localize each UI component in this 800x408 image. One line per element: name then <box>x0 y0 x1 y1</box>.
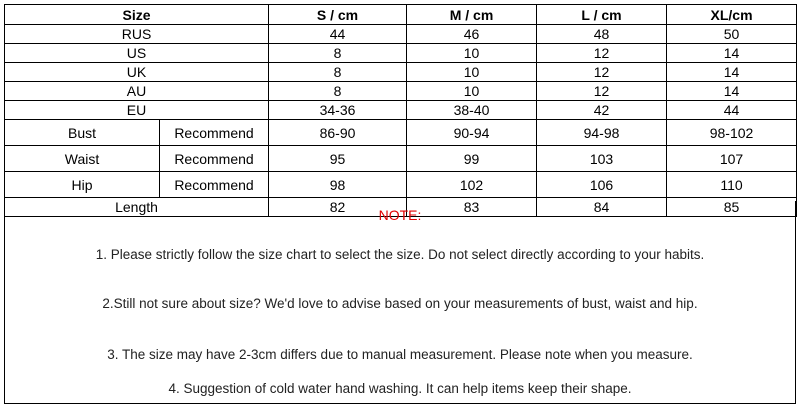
cell: 44 <box>269 25 407 44</box>
cell: 46 <box>407 25 537 44</box>
header-l: L / cm <box>537 5 667 25</box>
cell: 14 <box>667 44 797 63</box>
cell: 82 <box>269 198 407 217</box>
table-row <box>5 82 797 101</box>
cell: 50 <box>667 25 797 44</box>
cell: 99 <box>407 146 537 172</box>
note-item: 3. The size may have 2-3cm differs due to manual measurement. Please note when you measure. <box>107 347 693 362</box>
cell: 12 <box>537 63 667 82</box>
cell: 102 <box>407 172 537 198</box>
cell: 44 <box>667 101 797 120</box>
row-sublabel: Recommend <box>160 172 269 198</box>
row-label: RUS <box>5 25 269 44</box>
cell: 12 <box>537 44 667 63</box>
table-row <box>5 101 797 120</box>
table-header-row <box>5 5 797 25</box>
table-row <box>5 146 797 172</box>
cell: 85 <box>667 198 797 217</box>
row-label: US <box>5 44 269 63</box>
cell: 106 <box>537 172 667 198</box>
cell: 48 <box>537 25 667 44</box>
cell: 14 <box>667 63 797 82</box>
cell: 98-102 <box>667 120 797 146</box>
cell: 14 <box>667 82 797 101</box>
cell: 8 <box>269 82 407 101</box>
cell: 12 <box>537 82 667 101</box>
cell: 10 <box>407 82 537 101</box>
row-label: Hip <box>5 172 160 198</box>
notes-box <box>4 201 796 404</box>
row-label: AU <box>5 82 269 101</box>
header-s: S / cm <box>269 5 407 25</box>
table-row <box>5 120 797 146</box>
cell: 107 <box>667 146 797 172</box>
cell: 90-94 <box>407 120 537 146</box>
cell: 34-36 <box>269 101 407 120</box>
table-row <box>5 63 797 82</box>
row-label: Length <box>5 198 269 217</box>
cell: 95 <box>269 146 407 172</box>
row-label: UK <box>5 63 269 82</box>
header-size: Size <box>5 5 269 25</box>
table-row <box>5 25 797 44</box>
notes-title: NOTE: <box>378 207 422 223</box>
cell: 84 <box>537 198 667 217</box>
note-item: 2.Still not sure about size? We'd love to advise based on your measurements of bust, waist and hip. <box>102 296 698 311</box>
cell: 10 <box>407 44 537 63</box>
note-item: 1. Please strictly follow the size chart to select the size. Do not select directly according to your habits. <box>95 247 705 262</box>
cell: 8 <box>269 44 407 63</box>
note-item: 4. Suggestion of cold water hand washing. It can help items keep their shape. <box>168 381 632 396</box>
header-m: M / cm <box>407 5 537 25</box>
table-row <box>5 172 797 198</box>
cell: 110 <box>667 172 797 198</box>
row-sublabel: Recommend <box>160 146 269 172</box>
cell: 94-98 <box>537 120 667 146</box>
table-row <box>5 44 797 63</box>
cell: 8 <box>269 63 407 82</box>
size-table <box>4 4 797 217</box>
cell: 103 <box>537 146 667 172</box>
cell: 83 <box>407 198 537 217</box>
row-label: Bust <box>5 120 160 146</box>
row-label: EU <box>5 101 269 120</box>
cell: 86-90 <box>269 120 407 146</box>
header-xl: XL/cm <box>667 5 797 25</box>
cell: 10 <box>407 63 537 82</box>
row-label: Waist <box>5 146 160 172</box>
cell: 42 <box>537 101 667 120</box>
row-sublabel: Recommend <box>160 120 269 146</box>
cell: 38-40 <box>407 101 537 120</box>
cell: 98 <box>269 172 407 198</box>
